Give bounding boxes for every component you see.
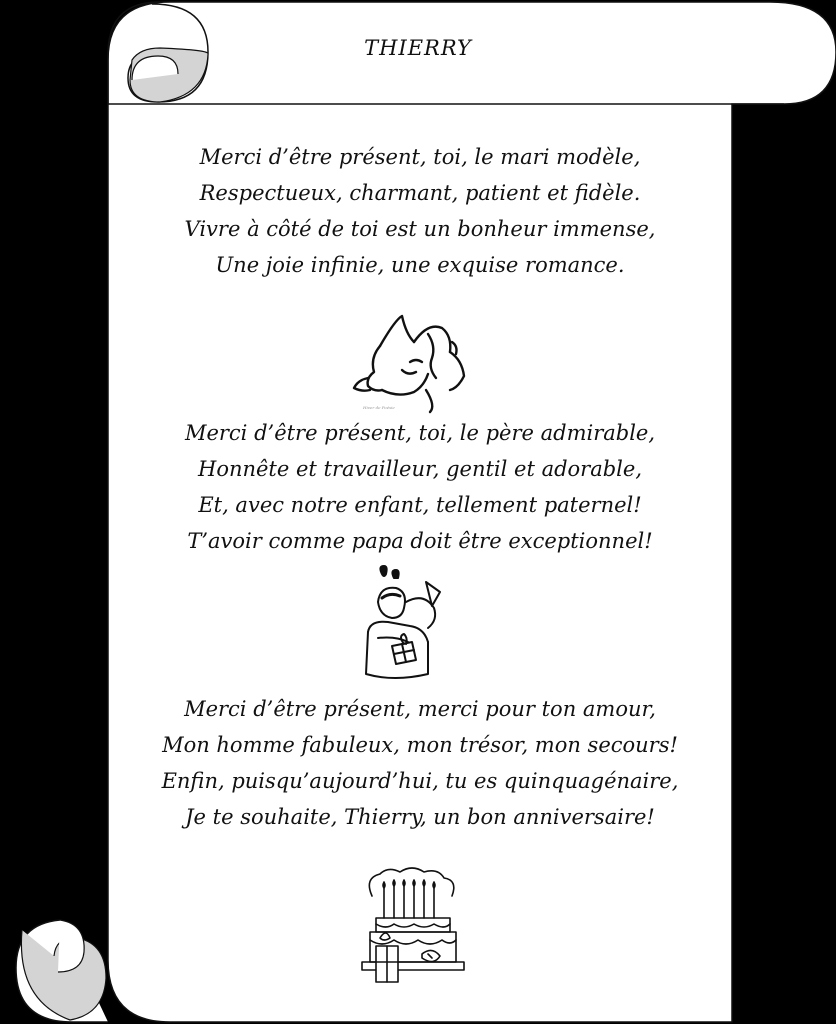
verse-line: Merci d’être présent, merci pour ton amour, [184, 697, 656, 721]
stanza-2 [110, 415, 730, 559]
birthday-cake-illustration [358, 866, 468, 986]
verse-line: Honnête et travailleur, gentil et adorable, [198, 457, 642, 481]
verse-line: T’avoir comme papa doit être exceptionnel! [187, 529, 653, 553]
verse-line: Respectueux, charmant, patient et fidèle. [199, 181, 641, 205]
verse-line: Merci d’être présent, toi, le mari modèle, [199, 145, 641, 169]
verse-line: Mon homme fabuleux, mon trésor, mon secours! [162, 733, 678, 757]
illustration-credit: Hiver de Poésie [363, 405, 395, 410]
bottom-curl [16, 920, 108, 1022]
verse-line: Enfin, puisqu’aujourd’hui, tu es quinquagénaire, [161, 769, 679, 793]
verse-line: Je te souhaite, Thierry, un bon anniversaire! [185, 805, 655, 829]
verse-line: Et, avec notre enfant, tellement paternel! [198, 493, 642, 517]
stanza-1 [110, 139, 730, 283]
page-title: THIERRY [364, 36, 472, 60]
verse-line: Une joie infinie, une exquise romance. [215, 253, 625, 277]
stanza-3 [110, 691, 730, 835]
verse-line: Merci d’être présent, toi, le père admirable, [184, 421, 656, 445]
kissing-couple-illustration [340, 306, 480, 416]
hug-gift-illustration [348, 562, 458, 692]
verse-line: Vivre à côté de toi est un bonheur immense, [184, 217, 656, 241]
